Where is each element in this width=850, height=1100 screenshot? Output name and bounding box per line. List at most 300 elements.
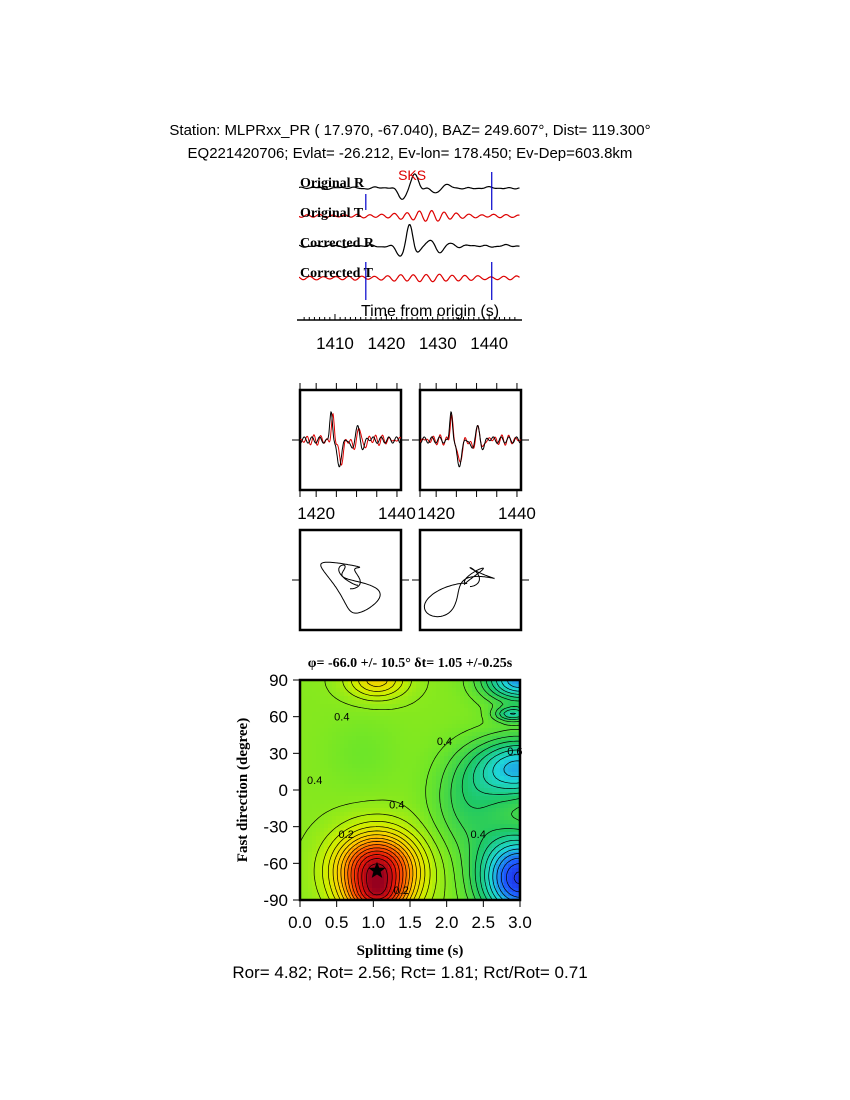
- heatmap-cell: [372, 848, 377, 853]
- heatmap-cell: [308, 868, 313, 873]
- heatmap-cell: [408, 748, 413, 753]
- heatmap-cell: [348, 808, 353, 813]
- trace-label-original-t: Original T: [300, 206, 364, 221]
- heatmap-cell: [328, 684, 333, 689]
- heatmap-cell: [428, 732, 433, 737]
- heatmap-cell: [404, 696, 409, 701]
- heatmap-cell: [388, 780, 393, 785]
- heatmap-cell: [348, 756, 353, 761]
- heatmap-cell: [380, 764, 385, 769]
- heatmap-cell: [344, 728, 349, 733]
- heatmap-cell: [492, 808, 497, 813]
- heatmap-cell: [324, 868, 329, 873]
- heatmap-cell: [308, 728, 313, 733]
- heatmap-cell: [412, 768, 417, 773]
- heatmap-cell: [384, 876, 389, 881]
- heatmap-cell: [332, 736, 337, 741]
- heatmap-cell: [372, 828, 377, 833]
- heatmap-cell: [452, 748, 457, 753]
- heatmap-cell: [376, 800, 381, 805]
- heatmap-cell: [328, 728, 333, 733]
- heatmap-cell: [412, 696, 417, 701]
- heatmap-cell: [368, 804, 373, 809]
- heatmap-cell: [444, 692, 449, 697]
- heatmap-cell: [412, 816, 417, 821]
- heatmap-cell: [392, 700, 397, 705]
- heatmap-cell: [380, 768, 385, 773]
- heatmap-cell: [380, 800, 385, 805]
- heatmap-cell: [384, 784, 389, 789]
- heatmap-cell: [328, 708, 333, 713]
- heatmap-cell: [412, 720, 417, 725]
- heatmap-cell: [384, 716, 389, 721]
- heatmap-cell: [324, 732, 329, 737]
- heatmap-cell: [412, 756, 417, 761]
- heatmap-cell: [456, 884, 461, 889]
- heatmap-cell: [308, 704, 313, 709]
- heatmap-cell: [332, 784, 337, 789]
- heatmap-cell: [332, 820, 337, 825]
- heatmap-cell: [496, 764, 501, 769]
- heatmap-cell: [404, 732, 409, 737]
- heatmap-cell: [320, 716, 325, 721]
- heatmap-cell: [412, 732, 417, 737]
- heatmap-cell: [484, 796, 489, 801]
- heatmap-cell: [360, 736, 365, 741]
- heatmap-cell: [304, 736, 309, 741]
- heatmap-cell: [476, 816, 481, 821]
- heatmap-cell: [392, 784, 397, 789]
- heatmap-cell: [392, 736, 397, 741]
- heatmap-cell: [320, 848, 325, 853]
- heatmap-cell: [376, 832, 381, 837]
- heatmap-cell: [432, 732, 437, 737]
- heatmap-cell: [372, 776, 377, 781]
- heatmap-cell: [468, 848, 473, 853]
- heatmap-cell: [464, 760, 469, 765]
- heatmap-cell: [324, 748, 329, 753]
- heatmap-cell: [340, 732, 345, 737]
- heatmap-cell: [432, 712, 437, 717]
- heatmap-cell: [304, 692, 309, 697]
- heatmap-cell: [468, 756, 473, 761]
- heatmap-cell: [348, 764, 353, 769]
- heatmap-cell: [428, 796, 433, 801]
- heatmap-cell: [348, 772, 353, 777]
- heatmap-cell: [416, 792, 421, 797]
- heatmap-cell: [400, 848, 405, 853]
- heatmap-cell: [368, 764, 373, 769]
- heatmap-cell: [340, 808, 345, 813]
- heatmap-cell: [476, 776, 481, 781]
- heatmap-cell: [408, 728, 413, 733]
- heatmap-cell: [416, 760, 421, 765]
- heatmap-cell: [416, 788, 421, 793]
- heatmap-cell: [452, 716, 457, 721]
- heatmap-cell: [448, 864, 453, 869]
- heatmap-cell: [312, 836, 317, 841]
- heatmap-cell: [384, 800, 389, 805]
- heatmap-cell: [312, 740, 317, 745]
- heatmap-cell: [440, 828, 445, 833]
- heatmap-cell: [392, 788, 397, 793]
- heatmap-cell: [432, 716, 437, 721]
- heatmap-cell: [312, 720, 317, 725]
- heatmap-cell: [480, 692, 485, 697]
- heatmap-cell: [372, 816, 377, 821]
- heatmap-cell: [432, 764, 437, 769]
- station-info: Station: MLPRxx_PR ( 17.970, -67.040), BAZ= 249.607°, Dist= 119.300°: [169, 122, 651, 139]
- heatmap-cell: [372, 724, 377, 729]
- heatmap-cell: [412, 728, 417, 733]
- heatmap-cell: [464, 808, 469, 813]
- heatmap-cell: [368, 756, 373, 761]
- heatmap-cell: [444, 832, 449, 837]
- heatmap-cell: [368, 736, 373, 741]
- heatmap-cell: [404, 796, 409, 801]
- heatmap-cell: [444, 864, 449, 869]
- heatmap-cell: [388, 708, 393, 713]
- heatmap-cell: [484, 864, 489, 869]
- heatmap-cell: [308, 880, 313, 885]
- heatmap-cell: [400, 872, 405, 877]
- heatmap-cell: [312, 828, 317, 833]
- heatmap-cell: [420, 772, 425, 777]
- window-markers: [366, 172, 492, 300]
- particle-motion-corrected: [424, 568, 494, 617]
- heatmap-cell: [356, 708, 361, 713]
- heatmap-cell: [444, 748, 449, 753]
- heatmap-cell: [416, 704, 421, 709]
- heatmap-cell: [328, 828, 333, 833]
- heatmap-cell: [420, 804, 425, 809]
- heatmap-cell: [344, 724, 349, 729]
- heatmap-cell: [440, 792, 445, 797]
- heatmap-cell: [436, 692, 441, 697]
- heatmap-cell: [456, 700, 461, 705]
- heatmap-cell: [452, 856, 457, 861]
- heatmap-cell: [432, 848, 437, 853]
- heatmap-cell: [428, 780, 433, 785]
- heatmap-cell: [340, 740, 345, 745]
- heatmap-cell: [384, 704, 389, 709]
- heatmap-cell: [320, 828, 325, 833]
- heatmap-cell: [344, 704, 349, 709]
- heatmap-cell: [464, 840, 469, 845]
- heatmap-cell: [316, 820, 321, 825]
- heatmap-cell: [448, 884, 453, 889]
- heatmap-cell: [488, 812, 493, 817]
- heatmap-cell: [304, 872, 309, 877]
- heatmap-cell: [352, 784, 357, 789]
- heatmap-cell: [468, 812, 473, 817]
- heatmap-cell: [400, 720, 405, 725]
- heatmap-cell: [356, 700, 361, 705]
- heatmap-cell: [320, 888, 325, 893]
- heatmap-cell: [404, 728, 409, 733]
- heatmap-cell: [476, 812, 481, 817]
- heatmap-cell: [316, 688, 321, 693]
- heatmap-cell: [392, 776, 397, 781]
- heatmap-cell: [364, 768, 369, 773]
- heatmap-cell: [312, 812, 317, 817]
- heatmap-cell: [404, 816, 409, 821]
- heatmap-cell: [336, 764, 341, 769]
- heatmap-cell: [316, 868, 321, 873]
- heatmap-cell: [468, 744, 473, 749]
- heatmap-cell: [340, 692, 345, 697]
- contour-label: 0.2: [338, 829, 354, 841]
- heatmap-cell: [448, 868, 453, 873]
- heatmap-cell: [336, 724, 341, 729]
- heatmap-cell: [400, 760, 405, 765]
- heatmap-cell: [356, 720, 361, 725]
- heatmap-cell: [368, 780, 373, 785]
- heatmap-cell: [372, 720, 377, 725]
- heatmap-cell: [484, 720, 489, 725]
- heatmap-cell: [436, 816, 441, 821]
- heatmap-cell: [448, 688, 453, 693]
- heatmap-cell: [344, 688, 349, 693]
- heatmap-cell: [448, 712, 453, 717]
- heatmap-cell: [412, 736, 417, 741]
- heatmap-cell: [324, 876, 329, 881]
- heatmap-cell: [496, 824, 501, 829]
- heatmap-cell: [312, 852, 317, 857]
- heatmap-cell: [472, 716, 477, 721]
- heatmap-cell: [420, 768, 425, 773]
- heatmap-cell: [432, 684, 437, 689]
- heatmap-cell: [388, 748, 393, 753]
- heatmap-cell: [472, 776, 477, 781]
- heatmap-cell: [368, 744, 373, 749]
- heatmap-cell: [448, 812, 453, 817]
- heatmap-cell: [508, 824, 513, 829]
- heatmap-cell: [452, 880, 457, 885]
- heatmap-cell: [464, 732, 469, 737]
- heatmap-cell: [440, 764, 445, 769]
- heatmap-cell: [512, 800, 517, 805]
- heatmap-cell: [488, 836, 493, 841]
- heatmap-cell: [452, 892, 457, 897]
- heatmap-cell: [456, 812, 461, 817]
- heatmap-cell: [352, 792, 357, 797]
- heatmap-cell: [384, 792, 389, 797]
- heatmap-cell: [464, 748, 469, 753]
- heatmap-cell: [332, 792, 337, 797]
- heatmap-cell: [364, 740, 369, 745]
- heatmap-cell: [396, 776, 401, 781]
- heatmap-cell: [328, 796, 333, 801]
- heatmap-cell: [504, 824, 509, 829]
- heatmap-cell: [440, 880, 445, 885]
- heatmap-cell: [380, 776, 385, 781]
- heatmap-cell: [356, 772, 361, 777]
- heatmap-cell: [344, 692, 349, 697]
- heatmap-cell: [376, 808, 381, 813]
- heatmap-cell: [388, 728, 393, 733]
- waveform-overlay-corrected: [420, 412, 521, 467]
- heatmap-cell: [448, 724, 453, 729]
- heatmap-cell: [424, 736, 429, 741]
- heatmap-cell: [424, 744, 429, 749]
- heatmap-cell: [448, 708, 453, 713]
- heatmap-cell: [364, 796, 369, 801]
- heatmap-cell: [352, 720, 357, 725]
- heatmap-cell: [324, 692, 329, 697]
- heatmap-cell: [456, 872, 461, 877]
- heatmap-cell: [500, 776, 505, 781]
- heatmap-cell: [340, 780, 345, 785]
- heatmap-cell: [464, 696, 469, 701]
- heatmap-cell: [320, 820, 325, 825]
- heatmap-cell: [332, 748, 337, 753]
- heatmap-cell: [420, 688, 425, 693]
- heatmap-cell: [316, 800, 321, 805]
- heatmap-cell: [328, 788, 333, 793]
- heatmap-cell: [444, 724, 449, 729]
- heatmap-cell: [416, 736, 421, 741]
- heatmap-cell: [344, 732, 349, 737]
- heatmap-cell: [448, 840, 453, 845]
- heatmap-cell: [416, 844, 421, 849]
- heatmap-cell: [364, 720, 369, 725]
- heatmap-cell: [336, 704, 341, 709]
- heatmap-cell: [360, 792, 365, 797]
- heatmap-cell: [440, 796, 445, 801]
- heatmap-cell: [496, 760, 501, 765]
- heatmap-cell: [456, 832, 461, 837]
- heatmap-cell: [324, 804, 329, 809]
- heatmap-cell: [468, 788, 473, 793]
- heatmap-cell: [356, 764, 361, 769]
- heatmap-cell: [360, 800, 365, 805]
- heatmap-cell: [460, 840, 465, 845]
- heatmap-cell: [456, 744, 461, 749]
- heatmap-cell: [428, 840, 433, 845]
- heatmap-cell: [444, 720, 449, 725]
- heatmap-cell: [396, 784, 401, 789]
- heatmap-cell: [428, 704, 433, 709]
- heatmap-cell: [460, 804, 465, 809]
- heatmap-cell: [372, 780, 377, 785]
- heatmap-cell: [308, 708, 313, 713]
- heatmap-cell: [304, 768, 309, 773]
- heatmap-cell: [304, 688, 309, 693]
- heatmap-cell: [344, 752, 349, 757]
- heatmap-cell: [400, 740, 405, 745]
- heatmap-cell: [428, 692, 433, 697]
- heatmap-cell: [412, 748, 417, 753]
- grid-y-tick-label: -60: [263, 854, 288, 874]
- heatmap-cell: [360, 784, 365, 789]
- heatmap-cell: [404, 700, 409, 705]
- heatmap-cell: [448, 748, 453, 753]
- grid-y-axis-label: Fast direction (degree): [235, 717, 251, 863]
- heatmap-cell: [396, 780, 401, 785]
- heatmap-cell: [476, 880, 481, 885]
- heatmap-cell: [448, 764, 453, 769]
- heatmap-cell: [384, 760, 389, 765]
- heatmap-cell: [360, 756, 365, 761]
- heatmap-cell: [388, 768, 393, 773]
- heatmap-cell: [368, 872, 373, 877]
- heatmap-cell: [324, 840, 329, 845]
- heatmap-cell: [384, 816, 389, 821]
- heatmap-cell: [328, 804, 333, 809]
- heatmap-cell: [484, 784, 489, 789]
- heatmap-cell: [376, 740, 381, 745]
- heatmap-cell: [428, 880, 433, 885]
- heatmap-cell: [368, 784, 373, 789]
- heatmap-cell: [492, 824, 497, 829]
- heatmap-cell: [464, 724, 469, 729]
- waveform-tick-label: 1420: [297, 504, 336, 523]
- heatmap-cell: [376, 792, 381, 797]
- heatmap-cell: [480, 688, 485, 693]
- heatmap-cell: [304, 760, 309, 765]
- heatmap-cell: [380, 724, 385, 729]
- heatmap-cell: [304, 844, 309, 849]
- heatmap-cell: [384, 684, 389, 689]
- heatmap-cell: [380, 716, 385, 721]
- heatmap-cell: [420, 696, 425, 701]
- heatmap-cell: [464, 868, 469, 873]
- heatmap-cell: [308, 748, 313, 753]
- heatmap-cell: [500, 788, 505, 793]
- heatmap-cell: [468, 784, 473, 789]
- heatmap-cell: [360, 732, 365, 737]
- waveform-overlay-original: [300, 412, 401, 467]
- heatmap-cell: [344, 776, 349, 781]
- heatmap-cell: [512, 736, 517, 741]
- heatmap-cell: [308, 764, 313, 769]
- heatmap-cell: [324, 700, 329, 705]
- heatmap-cell: [348, 792, 353, 797]
- heatmap-cell: [400, 792, 405, 797]
- heatmap-cell: [324, 724, 329, 729]
- heatmap-cell: [412, 772, 417, 777]
- heatmap-cell: [408, 692, 413, 697]
- heatmap-cell: [316, 836, 321, 841]
- heatmap-cell: [464, 700, 469, 705]
- heatmap-cell: [416, 756, 421, 761]
- heatmap-cell: [496, 796, 501, 801]
- heatmap-cell: [344, 760, 349, 765]
- heatmap-cell: [324, 860, 329, 865]
- heatmap-cell: [396, 724, 401, 729]
- heatmap-cell: [484, 800, 489, 805]
- heatmap-cell: [468, 720, 473, 725]
- grid-x-tick-label: 0.5: [324, 913, 349, 932]
- heatmap-cell: [416, 804, 421, 809]
- heatmap-cell: [404, 752, 409, 757]
- heatmap-cell: [360, 796, 365, 801]
- heatmap-cell: [408, 796, 413, 801]
- heatmap-cell: [380, 704, 385, 709]
- heatmap-cell: [492, 780, 497, 785]
- heatmap-cell: [376, 716, 381, 721]
- heatmap-cell: [388, 752, 393, 757]
- heatmap-cell: [488, 768, 493, 773]
- heatmap-cell: [444, 800, 449, 805]
- heatmap-cell: [496, 852, 501, 857]
- heatmap-cell: [340, 824, 345, 829]
- heatmap-cell: [500, 808, 505, 813]
- heatmap-cell: [432, 800, 437, 805]
- heatmap-cell: [416, 836, 421, 841]
- heatmap-cell: [468, 872, 473, 877]
